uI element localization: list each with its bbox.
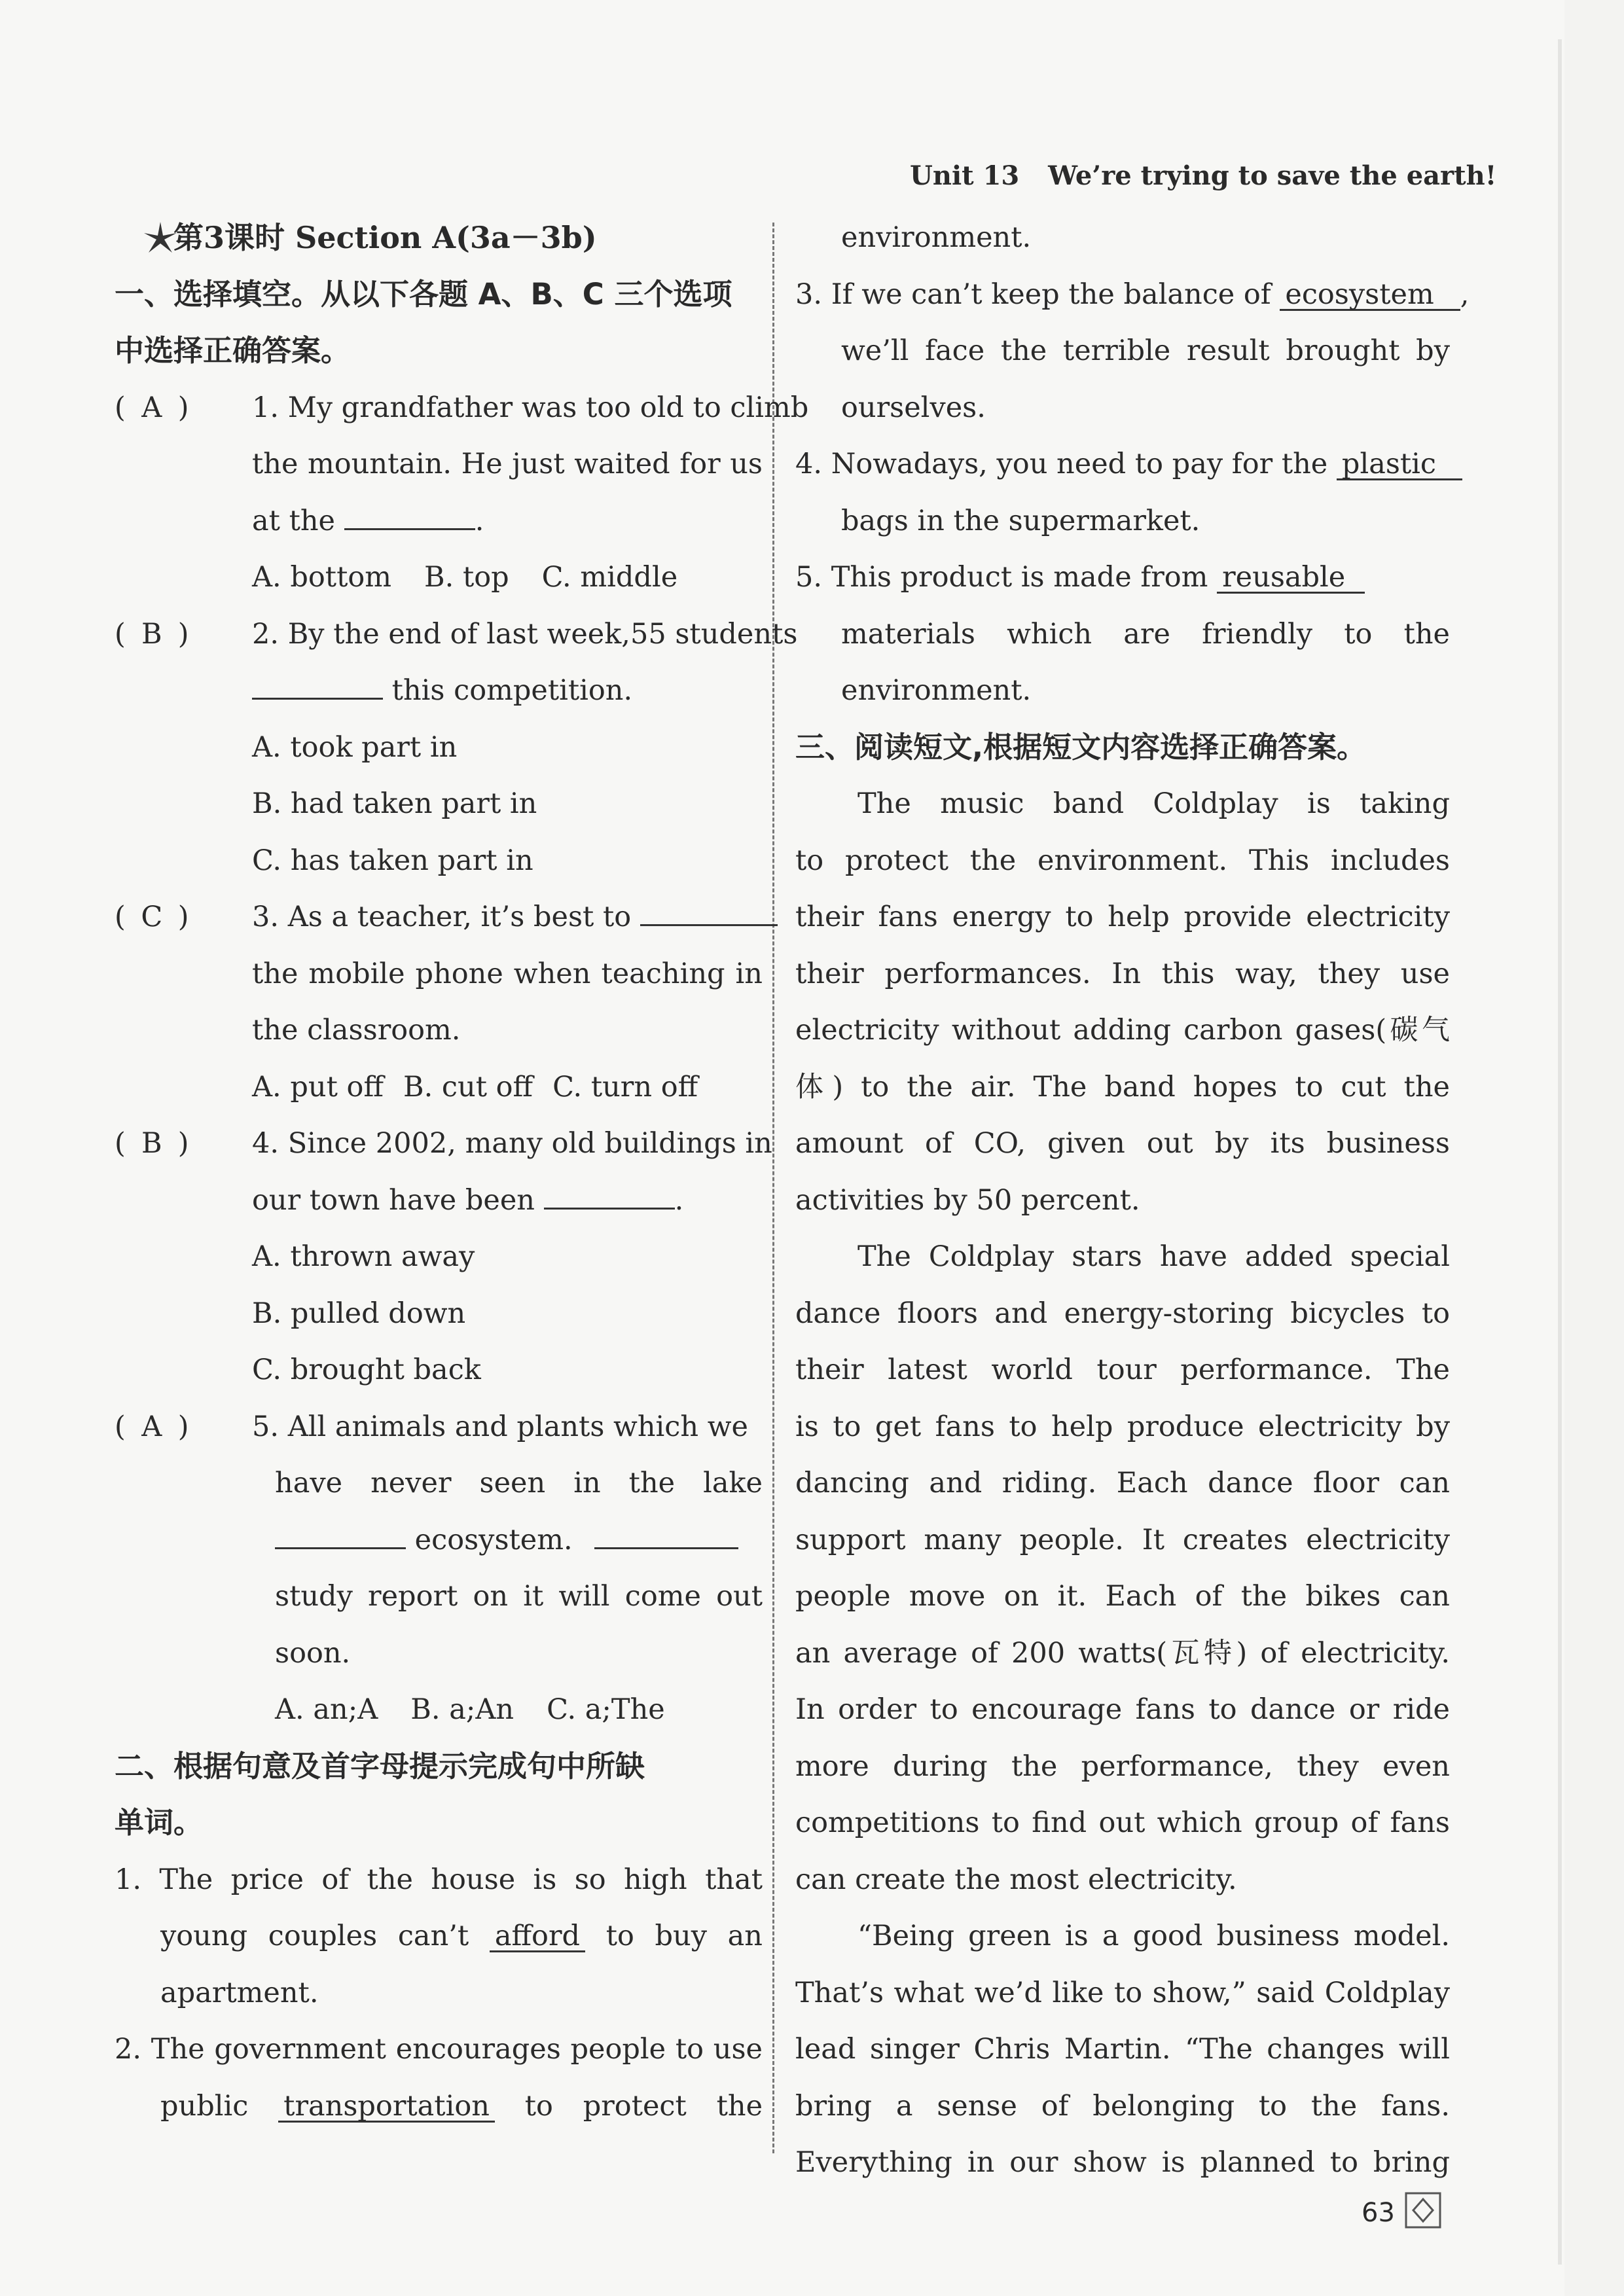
q4-blank[interactable]	[544, 1181, 675, 1210]
q3-answer-bracket: ( C )	[115, 889, 252, 946]
s2-line3: environment.	[841, 221, 1032, 254]
q1-options	[115, 549, 763, 606]
s4-line2: bags in the supermarket.	[841, 504, 1200, 537]
q1-option-c: C. middle	[541, 561, 678, 594]
passage-line-19: competitions to find out which group of fans	[795, 1806, 1450, 1839]
s3-line1	[795, 266, 1470, 323]
q2-option-a: A. took part in	[252, 730, 458, 764]
q2-blank[interactable]	[252, 672, 383, 700]
s2-line2-pre: public	[160, 2089, 249, 2123]
section2-heading-line1: 二、根据句意及首字母提示完成句中所缺	[115, 1748, 645, 1784]
s5-line1	[795, 549, 1450, 606]
q2-line1	[115, 606, 798, 663]
passage-line-1: The music band Coldplay is taking	[857, 787, 1450, 820]
q2-option-c: C. has taken part in	[252, 844, 533, 877]
q5-line2: have never seen in the lake	[275, 1467, 763, 1499]
s1-line2	[115, 1908, 763, 1965]
q2-line2-post: this competition.	[391, 674, 633, 707]
s3-line1-pre: 3. If we can’t keep the balance of	[795, 278, 1271, 311]
q1-line3-pre: at the	[252, 504, 336, 537]
lesson-title-text: 第3课时 Section A(3a－3b)	[173, 220, 597, 255]
q5-line1	[115, 1399, 763, 1456]
q1-option-a: A. bottom	[252, 561, 392, 594]
q1-blank[interactable]	[344, 502, 475, 530]
s3-answer[interactable]: ecosystem	[1280, 280, 1460, 311]
q5-option-b: B. a;An	[410, 1693, 514, 1726]
q4-option-b: B. pulled down	[252, 1297, 466, 1330]
q1-option-b: B. top	[424, 561, 509, 594]
q5-line3	[115, 1512, 763, 1569]
s2-line2	[115, 2078, 763, 2135]
q3-text1: 3. As a teacher, it’s best to	[252, 901, 632, 933]
passage-line-6: 体) to the air. The band hopes to cut the	[795, 1070, 1450, 1103]
q4-answer: B	[141, 1127, 162, 1160]
s1-line1: 1. The price of the house is so high that	[115, 1863, 763, 1896]
q4-option-c: C. brought back	[252, 1354, 481, 1386]
passage-line-15: people move on it. Each of the bikes can	[795, 1580, 1450, 1613]
q1-line2: the mountain. He just waited for us	[252, 448, 763, 480]
passage-line-8: activities by 50 percent.	[795, 1183, 1140, 1217]
s3-line3: ourselves.	[841, 391, 986, 424]
q3-option-b: B. cut off	[403, 1070, 533, 1103]
q5-answer-bracket: ( A )	[115, 1399, 252, 1456]
passage-line-4: their performances. In this way, they use	[795, 957, 1450, 990]
q5-option-a: A. an;A	[275, 1693, 378, 1726]
q4-line2-post: .	[674, 1183, 684, 1217]
passage-line-25: Everything in our show is planned to bring	[795, 2146, 1450, 2179]
q4-line1	[115, 1115, 772, 1172]
q3-answer: C	[141, 901, 163, 933]
passage-line-11: their latest world tour performance. The	[795, 1354, 1450, 1386]
s2-line1: 2. The government encourages people to use	[115, 2033, 763, 2066]
q4-option-a: A. thrown away	[252, 1240, 475, 1273]
q2-option-b: B. had taken part in	[252, 787, 537, 820]
lesson-title	[115, 209, 763, 266]
s5-line2: materials which are friendly to the	[841, 617, 1450, 651]
s2-line2-post: to protect the	[524, 2089, 763, 2123]
passage-line-23: lead singer Chris Martin. “The changes will	[795, 2033, 1450, 2066]
q5-line5: soon.	[275, 1636, 351, 1670]
q4-line2-pre: our town have been	[252, 1183, 535, 1217]
q5-answer: A	[141, 1410, 162, 1443]
q2-answer-bracket: ( B )	[115, 606, 252, 663]
q1-line1	[115, 380, 809, 437]
q3-line3: the classroom.	[252, 1014, 461, 1047]
running-header	[910, 160, 1497, 200]
column-divider	[772, 223, 774, 2153]
passage-line-18: more during the performance, they even	[795, 1749, 1450, 1783]
s4-line1	[795, 436, 1450, 493]
q3-blank[interactable]	[640, 898, 778, 926]
q3-option-a: A. put off	[252, 1070, 384, 1103]
passage-line-12: is to get fans to help produce electricity by	[795, 1410, 1450, 1443]
right-column	[795, 209, 1470, 2191]
header-title: We’re trying to save the earth!	[1048, 160, 1497, 191]
q4-line2	[115, 1172, 763, 1229]
page-number: 63	[1362, 2198, 1395, 2228]
q3-line1	[115, 889, 763, 946]
q4-text1: 4. Since 2002, many old buildings in	[252, 1127, 772, 1160]
passage-line-7: amount of CO, given out by its business	[795, 1127, 1450, 1160]
passage-line-14: support many people. It creates electricity	[795, 1523, 1450, 1556]
q2-line2	[115, 662, 763, 719]
q1-text1: 1. My grandfather was too old to climb	[252, 391, 809, 424]
passage-line-20: can create the most electricity.	[795, 1863, 1237, 1896]
q3-options	[115, 1059, 763, 1116]
passage-line-16: an average of 200 watts(瓦特) of electricity.	[795, 1636, 1450, 1670]
header-unit: Unit 13	[910, 160, 1020, 191]
passage-line-9: The Coldplay stars have added special	[857, 1240, 1450, 1273]
s3-line2: we’ll face the terrible result brought by	[841, 334, 1450, 367]
passage-line-17: In order to encourage fans to dance or ride	[795, 1693, 1450, 1726]
page-edge-shadow	[1558, 39, 1562, 2265]
s5-line1-pre: 5. This product is made from	[795, 561, 1208, 594]
passage-line-13: dancing and riding. Each dance floor can	[795, 1467, 1450, 1499]
section2-heading-line2: 单词。	[115, 1805, 204, 1840]
q4-answer-bracket: ( B )	[115, 1115, 252, 1172]
q1-answer: A	[141, 391, 162, 424]
s1-line3: apartment.	[160, 1976, 319, 2009]
passage-line-24: bring a sense of belonging to the fans.	[795, 2089, 1450, 2123]
s4-line1-pre: 4. Nowadays, you need to pay for the	[795, 448, 1328, 480]
passage-line-3: their fans energy to help provide electricity	[795, 901, 1450, 933]
s4-answer[interactable]: plastic	[1337, 450, 1462, 480]
q5-blank-2[interactable]	[594, 1521, 738, 1549]
s5-answer[interactable]: reusable	[1217, 563, 1365, 594]
s5-line3: environment.	[841, 674, 1032, 707]
section1-heading-line2: 中选择正确答案。	[115, 333, 351, 368]
section1-heading-line1: 一、选择填空。从以下各题 A、B、C 三个选项	[115, 276, 732, 312]
left-column	[115, 209, 809, 2134]
s2-answer[interactable]: transportation	[278, 2092, 495, 2123]
q1-answer-bracket: ( A )	[115, 380, 252, 437]
s3-line1-post: ,	[1460, 278, 1470, 311]
passage-line-2: to protect the environment. This includes	[795, 844, 1450, 877]
q1-line3	[115, 493, 763, 550]
q5-line4: study report on it will come out	[275, 1580, 763, 1613]
diamond-page-icon	[1404, 2191, 1442, 2229]
section3-heading: 三、阅读短文,根据短文内容选择正确答案。	[795, 729, 1367, 764]
q5-blank-1[interactable]	[275, 1521, 406, 1549]
s1-line2-pre: young couples can’t	[160, 1920, 469, 1952]
leaf-icon	[141, 219, 180, 258]
passage-line-10: dance floors and energy-storing bicycles to	[795, 1297, 1450, 1330]
s1-answer[interactable]: afford	[490, 1922, 585, 1952]
s1-line2-post: to buy an	[605, 1920, 763, 1952]
q5-text1: 5. All animals and plants which we	[252, 1410, 749, 1443]
q5-option-c: C. a;The	[547, 1693, 665, 1726]
q5-options	[115, 1681, 763, 1738]
q3-option-c: C. turn off	[552, 1070, 698, 1103]
passage-line-21: “Being green is a good business model.	[857, 1920, 1450, 1952]
q5-line3-mid: ecosystem.	[414, 1523, 573, 1556]
q1-line3-post: .	[475, 504, 484, 537]
q2-answer: B	[141, 617, 162, 651]
passage-line-22: That’s what we’d like to show,” said Coldplay	[795, 1976, 1450, 2009]
passage-line-5: electricity without adding carbon gases(碳气	[795, 1014, 1450, 1047]
q3-line2: the mobile phone when teaching in	[252, 957, 763, 990]
q2-text1: 2. By the end of last week,55 students	[252, 617, 798, 651]
